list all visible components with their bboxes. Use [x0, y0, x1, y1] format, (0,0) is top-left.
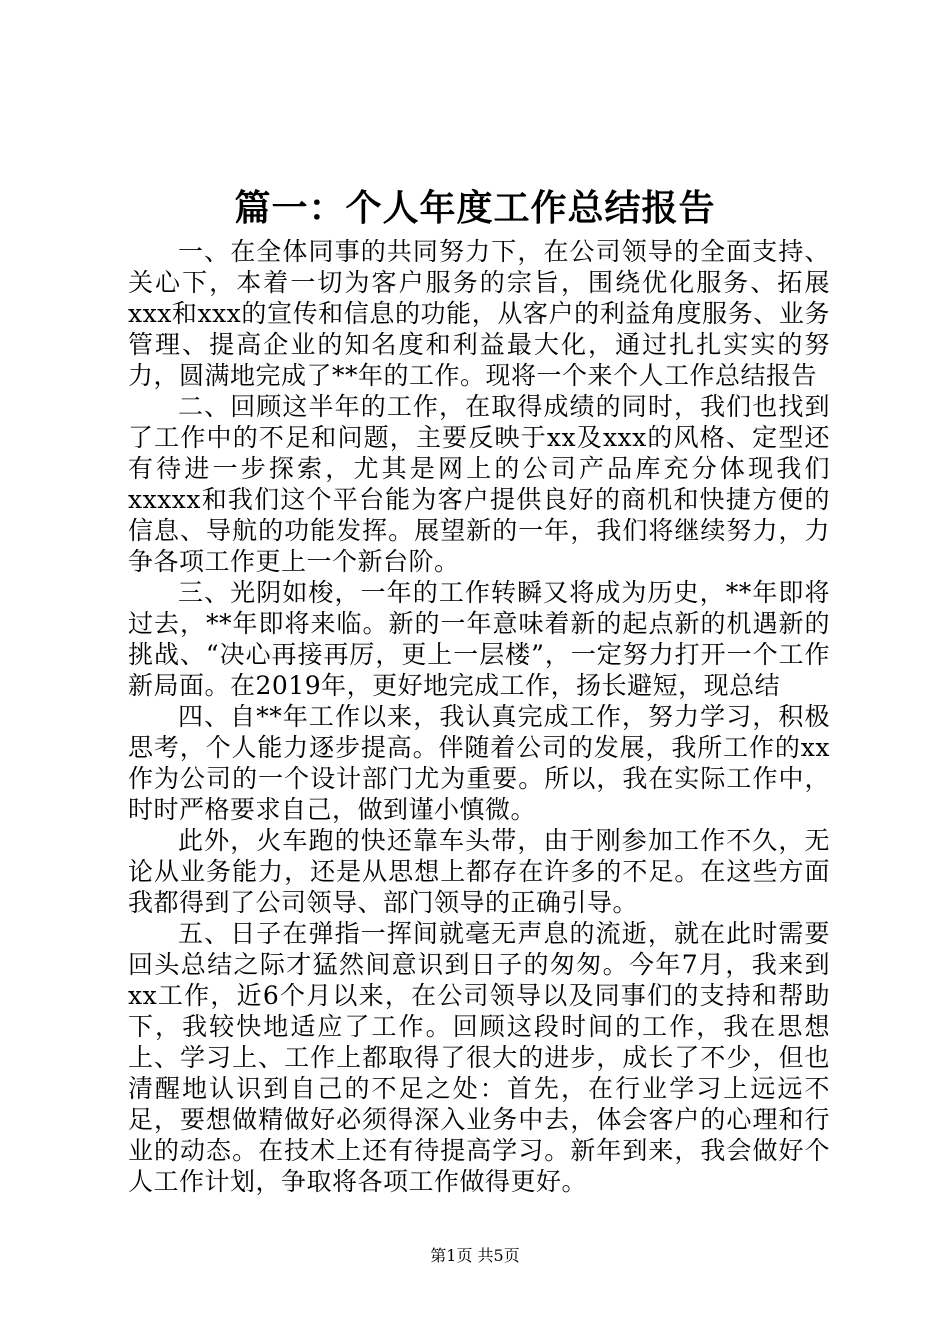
page-footer: 第1页 共5页 [430, 1246, 520, 1265]
document-body [128, 236, 830, 1197]
paragraph-2: 二、回顾这半年的工作，在取得成绩的同时，我们也找到了工作中的不足和问题，主要反映于xx及xxx的风格、定型还有待进一步探索，尤其是网上的公司产品库充分体现我们xxxxx和我们这个平台能为客户提供良好的商机和快捷方便的信息、导航的功能发挥。展望新的一年，我们将继续努力，力争各项工作更上一个新台阶。 [128, 392, 830, 576]
paragraph-6: 五、日子在弹指一挥间就毫无声息的流逝，就在此时需要回头总结之际才猛然间意识到日子的匆匆。今年7月，我来到xx工作，近6个月以来，在公司领导以及同事们的支持和帮助下，我较快地适应了工作。回顾这段时间的工作，我在思想上、学习上、工作上都取得了很大的进步，成长了不少，但也清醒地认识到自己的不足之处：首先，在行业学习上远远不足，要想做精做好必须得深入业务中去，体会客户的心理和行业的动态。在技术上还有待提高学习。新年到来，我会做好个人工作计划，争取将各项工作做得更好。 [128, 919, 830, 1196]
paragraph-1: 一、在全体同事的共同努力下，在公司领导的全面支持、关心下，本着一切为客户服务的宗旨，围绕优化服务、拓展xxx和xxx的宣传和信息的功能，从客户的利益角度服务、业务管理、提高企业的知名度和利益最大化，通过扎扎实实的努力，圆满地完成了**年的工作。现将一个来个人工作总结报告 [128, 237, 830, 390]
paragraph-4: 四、自**年工作以来，我认真完成工作，努力学习，积极思考，个人能力逐步提高。伴随着公司的发展，我所工作的xx作为公司的一个设计部门尤为重要。所以，我在实际工作中，时时严格要求自己，做到谨小慎微。 [128, 702, 830, 824]
paragraph-3: 三、光阴如梭，一年的工作转瞬又将成为历史，**年即将过去，**年即将来临。新的一年意味着新的起点新的机遇新的挑战、“决心再接再厉，更上一层楼”，一定努力打开一个工作新局面。在2019年，更好地完成工作，扬长避短，现总结 [128, 578, 830, 700]
paragraph-5: 此外，火车跑的快还靠车头带，由于刚参加工作不久，无论从业务能力，还是从思想上都存在许多的不足。在这些方面我都得到了公司领导、部门领导的正确引导。 [128, 826, 830, 917]
document-title: 篇一：个人年度工作总结报告 [234, 187, 716, 229]
